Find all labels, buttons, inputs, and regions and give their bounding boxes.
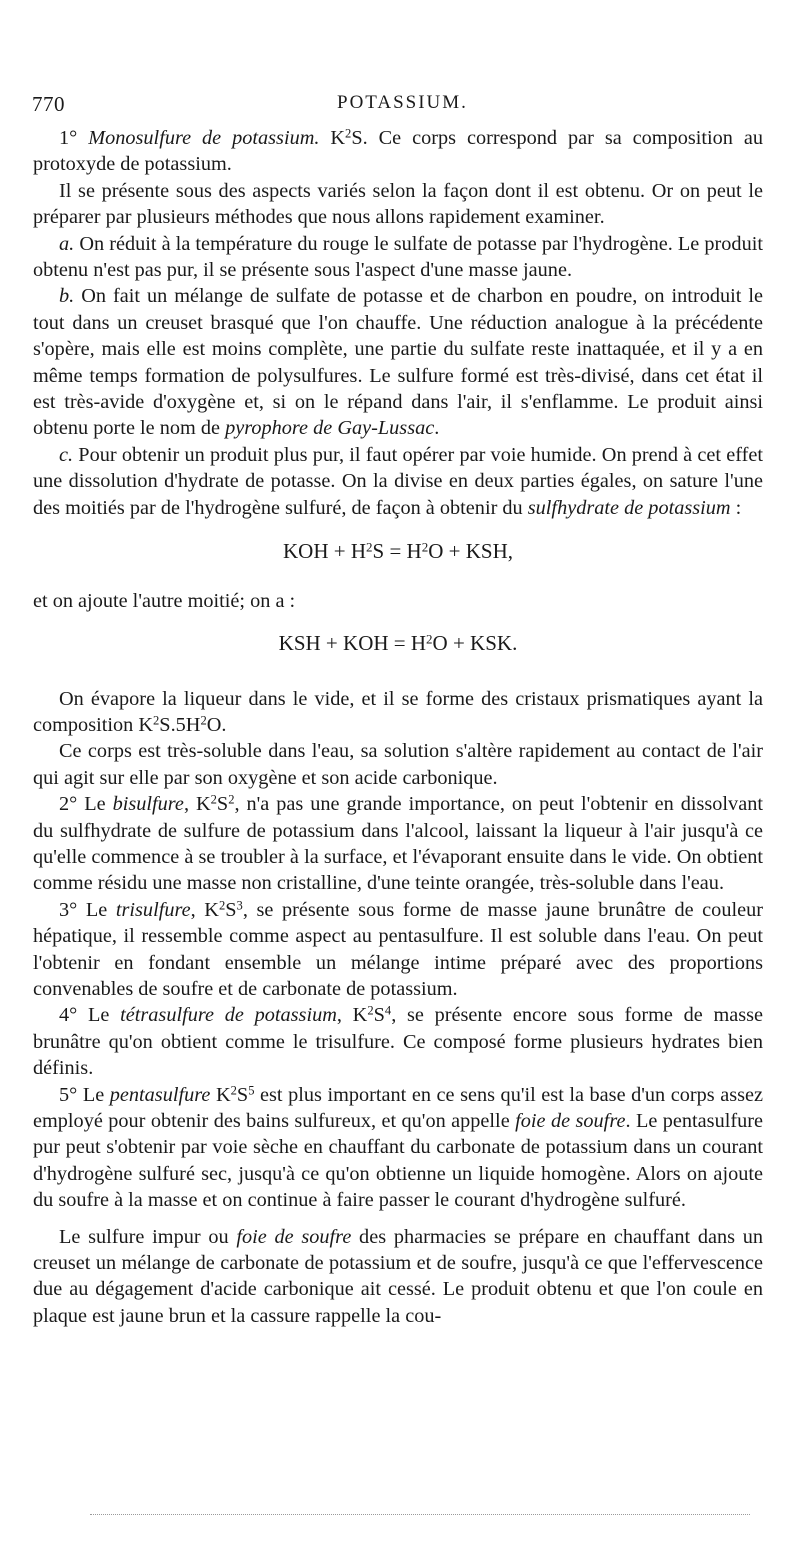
paragraph-text: , se présente sous forme de masse jaune brunâtre de couleur hépatique, il ressemble comme aspect au pentasulfure. Il est soluble dans l'eau. On peut l'obtenir en fondant ensemble un mélange intime préparé avec des proportions convenables de soufre et de carbonate de potassium. bbox=[33, 898, 763, 1000]
item-number: 1° bbox=[59, 127, 78, 149]
formula-text: S bbox=[373, 1004, 385, 1027]
paragraph-text: . Le pentasulfure pur peut s'obtenir par voie sèche en chauffant du carbonate de potassium dans un courant d'hydrogène sulfuré sec, jusqu'à ce qu'on obtienne un liquide homogène. Alors on ajoute du soufre à la masse et on continue à faire passer le courant d'hydrogène sulfuré. bbox=[33, 1110, 763, 1212]
emphasis-text: pyrophore de Gay-Lussac bbox=[225, 417, 435, 440]
method-label: c. bbox=[59, 443, 74, 466]
formula-text: , K bbox=[190, 898, 219, 921]
formula-subscript: 2 bbox=[153, 713, 160, 728]
emphasis-text: foie de soufre bbox=[236, 1225, 352, 1248]
paragraph-text: Le bbox=[82, 1083, 105, 1106]
item-number: 4° bbox=[59, 1004, 78, 1027]
paragraph-text: Le sulfure impur ou bbox=[59, 1225, 229, 1248]
formula-text: K bbox=[330, 127, 346, 149]
paragraph-text: Le bbox=[84, 793, 106, 816]
formula-subscript: 2 bbox=[345, 126, 352, 141]
formula-subscript: 2 bbox=[230, 1083, 237, 1098]
formula-subscript: 5 bbox=[248, 1083, 255, 1098]
formula-text: S. bbox=[351, 127, 368, 149]
text-body bbox=[33, 125, 763, 1329]
paragraph-tetrasulfure bbox=[33, 1002, 763, 1081]
formula-text: O. bbox=[206, 713, 227, 736]
paragraph-evaporation bbox=[33, 686, 763, 739]
formula-text: S bbox=[236, 1083, 249, 1106]
item-number: 2° bbox=[59, 793, 78, 816]
paragraph-text: On évapore la liqueur dans le vide, et il se forme des cristaux prismatiques ayant la composition K bbox=[33, 687, 763, 736]
section-title: tétrasulfure de potassium bbox=[120, 1004, 337, 1027]
punctuation: : bbox=[730, 496, 742, 519]
paragraph-gap bbox=[33, 1214, 763, 1224]
equation-part: KSH + KOH = H bbox=[278, 630, 427, 655]
formula-text: , K bbox=[336, 1004, 368, 1027]
paragraph-method-c bbox=[33, 442, 763, 521]
formula-subscript: 4 bbox=[384, 1004, 392, 1019]
emphasis-text: sulfhydrate de potassium bbox=[527, 496, 731, 519]
paragraph-text: Ce corps correspond par sa composition au protoxyde de potassium. bbox=[33, 127, 763, 176]
punctuation: . bbox=[434, 417, 440, 440]
equation-subscript: 2 bbox=[366, 539, 373, 555]
formula-text: S bbox=[225, 898, 237, 921]
formula-subscript: 2 bbox=[210, 792, 217, 807]
equation-part: KOH + H bbox=[282, 539, 366, 564]
equation-2 bbox=[33, 631, 763, 656]
formula-text: S bbox=[216, 793, 229, 816]
equation-subscript: 2 bbox=[421, 539, 429, 555]
paragraph-solubility: Ce corps est très-soluble dans l'eau, sa solution s'altère rapidement au contact de l'air qui agit sur elle par son oxygène et son acide carbonique. bbox=[33, 740, 763, 789]
running-title: POTASSIUM. bbox=[337, 92, 468, 113]
section-title: bisulfure bbox=[112, 793, 184, 816]
paragraph-bisulfure bbox=[33, 791, 763, 897]
formula-subscript: 2 bbox=[218, 898, 226, 913]
paragraph-text: des pharmacies se prépare en chauffant dans un creuset un mélange de carbonate de potassium et de soufre, jusqu'à ce que l'effervescence due au dégagement d'acide carbonique ait cessé. Le produit obtenu et que l'on coule en plaque est jaune brun et la cassure rappelle la cou- bbox=[33, 1225, 764, 1327]
paragraph-method-a bbox=[33, 231, 763, 284]
formula-text: , K bbox=[183, 793, 211, 816]
item-number: 5° bbox=[59, 1083, 78, 1106]
equation-part: O + KSK. bbox=[432, 630, 518, 655]
paragraph-text: Le bbox=[85, 898, 108, 921]
section-title: trisulfure bbox=[115, 898, 191, 921]
paragraph-text: On réduit à la température du rouge le sulfate de potasse par l'hydrogène. Le produit obtenu n'est pas pur, il se présente sous l'aspect d'une masse jaune. bbox=[33, 232, 763, 282]
equation-subscript: 2 bbox=[426, 631, 433, 646]
item-number: 3° bbox=[59, 898, 78, 921]
formula-subscript: 2 bbox=[228, 792, 235, 807]
paragraph-pentasulfure bbox=[33, 1082, 763, 1214]
paragraph-foie-de-soufre bbox=[33, 1224, 763, 1330]
paragraph-text: , se présente encore sous forme de masse brunâtre qu'on obtient comme le trisulfure. Ce composé forme plusieurs hydrates bien définis. bbox=[33, 1004, 764, 1080]
paragraph-text: Pour obtenir un produit plus pur, il faut opérer par voie humide. On prend à cet effet une dissolution d'hydrate de potasse. On la divise en deux parties égales, on sature l'une des moitiés par de l'hydrogène sulfuré, de façon à obtenir du bbox=[33, 443, 763, 519]
page-number: 770 bbox=[32, 92, 65, 116]
paragraph-text: , n'a pas une grande importance, on peut l'obtenir en dissolvant du sulfhydrate de sulfure de potassium dans l'alcool, laissant la liqueur à l'air jusqu'à ce qu'elle commence à se troubler à la surface, et l'évaporant ensuite dans le vide. On obtient comme résidu une masse non cristalline, d'une teinte orangée, très-soluble dans l'eau. bbox=[33, 793, 763, 895]
equation-1 bbox=[33, 539, 763, 564]
formula-subscript: 2 bbox=[367, 1004, 374, 1019]
method-label: b. bbox=[59, 285, 75, 308]
emphasis-text: foie de soufre bbox=[515, 1110, 626, 1132]
formula-subscript: 3 bbox=[236, 898, 243, 913]
paragraph-continuation: et on ajoute l'autre moitié; on a : bbox=[33, 590, 296, 613]
formula-subscript: 2 bbox=[200, 713, 207, 728]
equation-part: O + KSH, bbox=[428, 539, 514, 564]
formula-text: K bbox=[210, 1083, 231, 1106]
section-title: pentasulfure bbox=[109, 1083, 211, 1106]
paragraph-monosulfure bbox=[33, 125, 763, 178]
paragraph-trisulfure bbox=[33, 897, 763, 1003]
paragraph-text: Le bbox=[88, 1004, 110, 1027]
paragraph-text: est plus important en ce sens qu'il est la base d'un corps assez employé pour obtenir des bains sulfureux, et qu'on appelle bbox=[33, 1083, 764, 1132]
paragraph-text: On fait un mélange de sulfate de potasse et de charbon en poudre, on introduit le tout dans un creuset brasqué que l'on chauffe. Une réduction analogue à la précédente s'opère, mais elle est moins complète, une partie du sulfate reste inattaquée, et il y a en même temps formation de polysulfures. Le sulfure formé est très-divisé, dans cet état il est très-avide d'oxygène et, si on le répand dans l'air, il s'enflamme. Le produit ainsi obtenu porte le nom de bbox=[33, 285, 763, 440]
section-title: Monosulfure de potassium. bbox=[88, 127, 320, 149]
formula-text: S.5H bbox=[159, 713, 201, 736]
footer-rule bbox=[90, 1514, 750, 1515]
paragraph-aspects: Il se présente sous des aspects variés selon la façon dont il est obtenu. Or on peut le préparer par plusieurs méthodes que nous allons rapidement examiner. bbox=[33, 179, 763, 229]
paragraph-method-b bbox=[33, 283, 763, 441]
method-label: a. bbox=[59, 232, 75, 255]
page-header bbox=[32, 92, 760, 122]
equation-part: S = H bbox=[372, 539, 422, 564]
